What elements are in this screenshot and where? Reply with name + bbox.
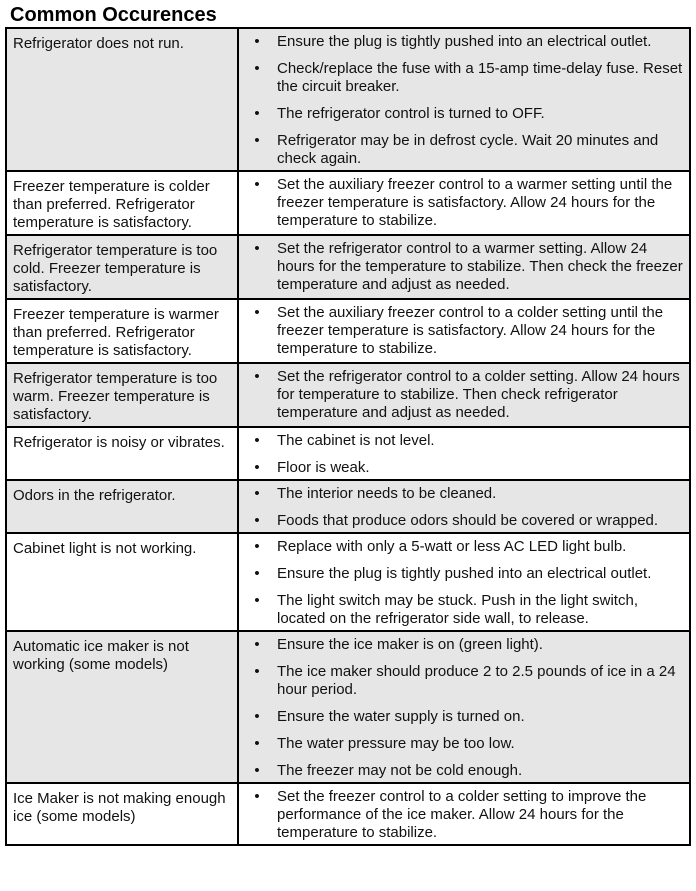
bullet-icon: •: [254, 432, 260, 449]
bullet-icon: •: [254, 512, 260, 529]
bullet-icon: •: [254, 176, 260, 193]
solution-text: Set the auxiliary freezer control to a warmer setting until the freezer temperature is satisfactory. Allow 24 hours for the temperature to stabilize.: [277, 176, 673, 229]
solution-list: [239, 481, 689, 532]
bullet-icon: •: [254, 565, 260, 582]
condition-cell: [6, 235, 238, 299]
condition-cell: [6, 427, 238, 480]
solution-cell: [238, 480, 690, 533]
solution-text: Check/replace the fuse with a 15-amp time-delay fuse. Reset the circuit breaker.: [277, 60, 683, 95]
solution-text: Floor is weak.: [277, 459, 370, 476]
bullet-icon: •: [254, 132, 260, 149]
condition-cell: [6, 480, 238, 533]
bullet-icon: •: [254, 240, 260, 257]
bullet-icon: •: [254, 708, 260, 725]
table-row: [6, 480, 690, 533]
condition-cell: [6, 363, 238, 427]
condition-cell: [6, 299, 238, 363]
condition-text: Cabinet light is not working.: [13, 540, 197, 557]
solution-list: [239, 364, 689, 424]
solution-text: Ensure the plug is tightly pushed into an electrical outlet.: [277, 565, 652, 582]
list-item: [239, 636, 689, 654]
condition-text: Automatic ice maker is not working (some models): [13, 638, 189, 673]
solution-text: Ensure the plug is tightly pushed into an electrical outlet.: [277, 33, 652, 50]
solution-cell: [238, 235, 690, 299]
list-item: [239, 132, 689, 168]
table-row: [6, 427, 690, 480]
solution-list: [239, 428, 689, 479]
bullet-icon: •: [254, 636, 260, 653]
list-item: [239, 432, 689, 450]
condition-cell: [6, 533, 238, 631]
list-item: [239, 592, 689, 628]
table-row: [6, 28, 690, 171]
bullet-icon: •: [254, 459, 260, 476]
table-row: [6, 235, 690, 299]
condition-text: Ice Maker is not making enough ice (some models): [13, 790, 226, 825]
condition-cell: [6, 28, 238, 171]
solution-text: The light switch may be stuck. Push in the light switch, located on the refrigerator side wall, to release.: [277, 592, 638, 627]
list-item: [239, 240, 689, 294]
bullet-icon: •: [254, 538, 260, 555]
table-row: [6, 299, 690, 363]
list-item: [239, 459, 689, 477]
solution-text: Set the auxiliary freezer control to a colder setting until the freezer temperature is satisfactory. Allow 24 hours for the temperature to stabilize.: [277, 304, 664, 357]
solution-cell: [238, 28, 690, 171]
bullet-icon: •: [254, 368, 260, 385]
condition-text: Odors in the refrigerator.: [13, 487, 176, 504]
bullet-icon: •: [254, 663, 260, 680]
bullet-icon: •: [254, 735, 260, 752]
list-item: [239, 304, 689, 358]
solution-text: The cabinet is not level.: [277, 432, 435, 449]
bullet-icon: •: [254, 485, 260, 502]
list-item: [239, 33, 689, 51]
solution-text: The interior needs to be cleaned.: [277, 485, 497, 502]
table-row: [6, 171, 690, 235]
list-item: [239, 663, 689, 699]
bullet-icon: •: [254, 304, 260, 321]
list-item: [239, 176, 689, 230]
list-item: [239, 485, 689, 503]
solution-text: The water pressure may be too low.: [277, 735, 515, 752]
solution-cell: [238, 533, 690, 631]
condition-text: Refrigerator is noisy or vibrates.: [13, 434, 225, 451]
bullet-icon: •: [254, 788, 260, 805]
solution-text: The ice maker should produce 2 to 2.5 pounds of ice in a 24 hour period.: [277, 663, 676, 698]
list-item: [239, 762, 689, 780]
list-item: [239, 368, 689, 422]
solution-text: Replace with only a 5-watt or less AC LED light bulb.: [277, 538, 627, 555]
solution-text: Set the refrigerator control to a colder setting. Allow 24 hours for temperature to stabilize. Then check refrigerator temperature and adjust as needed.: [277, 368, 680, 421]
list-item: [239, 60, 689, 96]
solution-list: [239, 534, 689, 630]
solution-text: Set the freezer control to a colder setting to improve the performance of the ice maker. Allow 24 hours for the temperature to stabilize.: [277, 788, 647, 841]
troubleshooting-table: [5, 27, 691, 846]
list-item: [239, 565, 689, 583]
bullet-icon: •: [254, 762, 260, 779]
solution-cell: [238, 299, 690, 363]
list-item: [239, 788, 689, 842]
solution-text: The refrigerator control is turned to OFF.: [277, 105, 545, 122]
bullet-icon: •: [254, 592, 260, 609]
table-row: [6, 363, 690, 427]
bullet-icon: •: [254, 105, 260, 122]
list-item: [239, 708, 689, 726]
list-item: [239, 735, 689, 753]
solution-list: [239, 300, 689, 360]
solution-list: [239, 236, 689, 296]
list-item: [239, 105, 689, 123]
table-row: [6, 783, 690, 845]
solution-text: Ensure the water supply is turned on.: [277, 708, 525, 725]
solution-list: [239, 784, 689, 844]
solution-cell: [238, 171, 690, 235]
solution-list: [239, 29, 689, 170]
condition-text: Refrigerator temperature is too cold. Freezer temperature is satisfactory.: [13, 242, 218, 295]
solution-cell: [238, 363, 690, 427]
condition-text: Freezer temperature is warmer than preferred. Refrigerator temperature is satisfactory.: [13, 306, 219, 359]
bullet-icon: •: [254, 60, 260, 77]
solution-text: Foods that produce odors should be covered or wrapped.: [277, 512, 659, 529]
solution-text: Ensure the ice maker is on (green light).: [277, 636, 543, 653]
condition-cell: [6, 631, 238, 783]
solution-list: [239, 172, 689, 232]
solution-text: Refrigerator may be in defrost cycle. Wait 20 minutes and check again.: [277, 132, 659, 167]
solution-text: The freezer may not be cold enough.: [277, 762, 523, 779]
condition-text: Refrigerator temperature is too warm. Freezer temperature is satisfactory.: [13, 370, 218, 423]
table-body: [6, 28, 690, 845]
solution-text: Set the refrigerator control to a warmer setting. Allow 24 hours for the temperature to stabilize. Then check the freezer temperature and adjust as needed.: [277, 240, 683, 293]
table-row: [6, 533, 690, 631]
list-item: [239, 538, 689, 556]
solution-cell: [238, 631, 690, 783]
bullet-icon: •: [254, 33, 260, 50]
condition-cell: [6, 171, 238, 235]
condition-text: Freezer temperature is colder than preferred. Refrigerator temperature is satisfactory.: [13, 178, 210, 231]
solution-cell: [238, 427, 690, 480]
page-title: Common Occurences: [10, 4, 217, 26]
list-item: [239, 512, 689, 530]
condition-text: Refrigerator does not run.: [13, 35, 184, 52]
table-row: [6, 631, 690, 783]
solution-list: [239, 632, 689, 782]
solution-cell: [238, 783, 690, 845]
condition-cell: [6, 783, 238, 845]
